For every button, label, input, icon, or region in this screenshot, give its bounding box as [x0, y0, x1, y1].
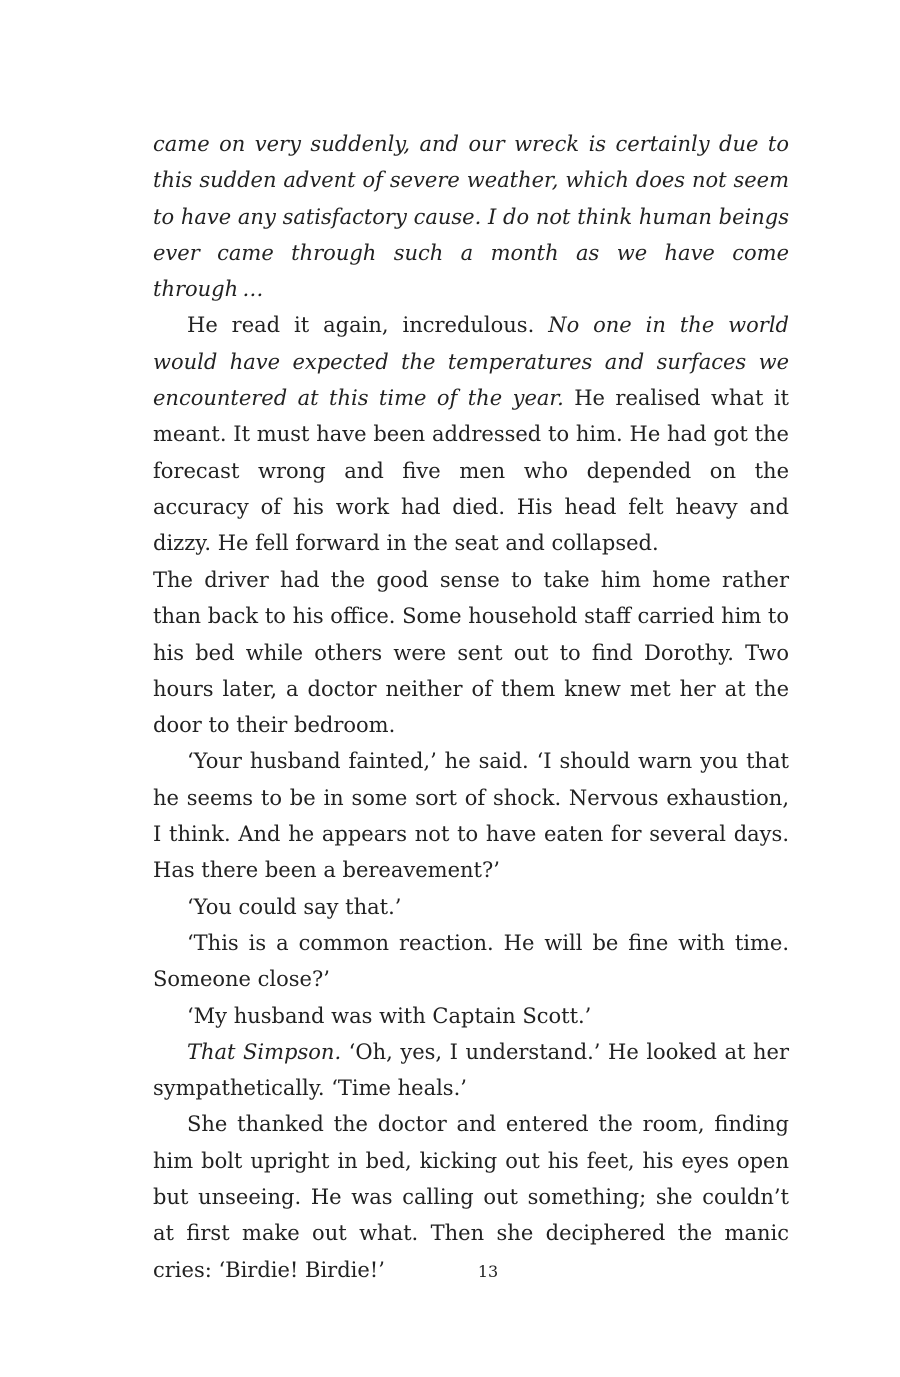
italic-quote: No one in the world would have expected the temperatures and surfaces we encountered at this time of the year. [153, 313, 789, 411]
paragraph: ‘My husband was with Captain Scott.’ [187, 1003, 592, 1028]
paragraph [153, 307, 789, 561]
paragraph [153, 1034, 789, 1107]
paragraph-text: ‘Oh, yes, I understand.’ He looked at her sympathetically. ‘Time heals.’ [153, 1039, 789, 1101]
page-number: 13 [477, 1262, 499, 1281]
letter-excerpt: came on very suddenly, and our wreck is certainly due to this sudden advent of severe weather, which does not seem to have any satisfactory cause. I do not think human beings ever came through such a month as we have come through … [153, 132, 789, 302]
paragraph-text: He read it again, incredulous. [187, 313, 549, 338]
paragraph: The driver had the good sense to take him home rather than back to his office. Some household staff carried him to his bed while others were sent out to find Dorothy. Two hours later, a doctor neither of them knew met her at the door to their bedroom. [153, 568, 789, 738]
section-two [153, 562, 789, 1288]
section-one [153, 126, 789, 562]
italic-thought: That Simpson. [187, 1039, 342, 1064]
paragraph: ‘You could say that.’ [187, 894, 402, 919]
paragraph: ‘Your husband fainted,’ he said. ‘I should warn you that he seems to be in some sort of shock. Nervous exhaustion, I think. And he appears not to have eaten for several days. Has there been a bereavement?’ [153, 749, 789, 883]
paragraph: ‘This is a common reaction. He will be fine with time. Someone close?’ [153, 930, 789, 992]
paragraph-text: He realised what it meant. It must have been addressed to him. He had got the forecast wrong and five men who depended on the accuracy of his work had died. His head felt heavy and dizzy. He fell forward in the seat and collapsed. [153, 386, 790, 556]
paragraph: She thanked the doctor and entered the room, finding him bolt upright in bed, kicking out his feet, his eyes open but unseeing. He was calling out something; she couldn’t at first make out what. Then she deciphered the manic cries: ‘Birdie! Birdie!’ [153, 1112, 789, 1282]
